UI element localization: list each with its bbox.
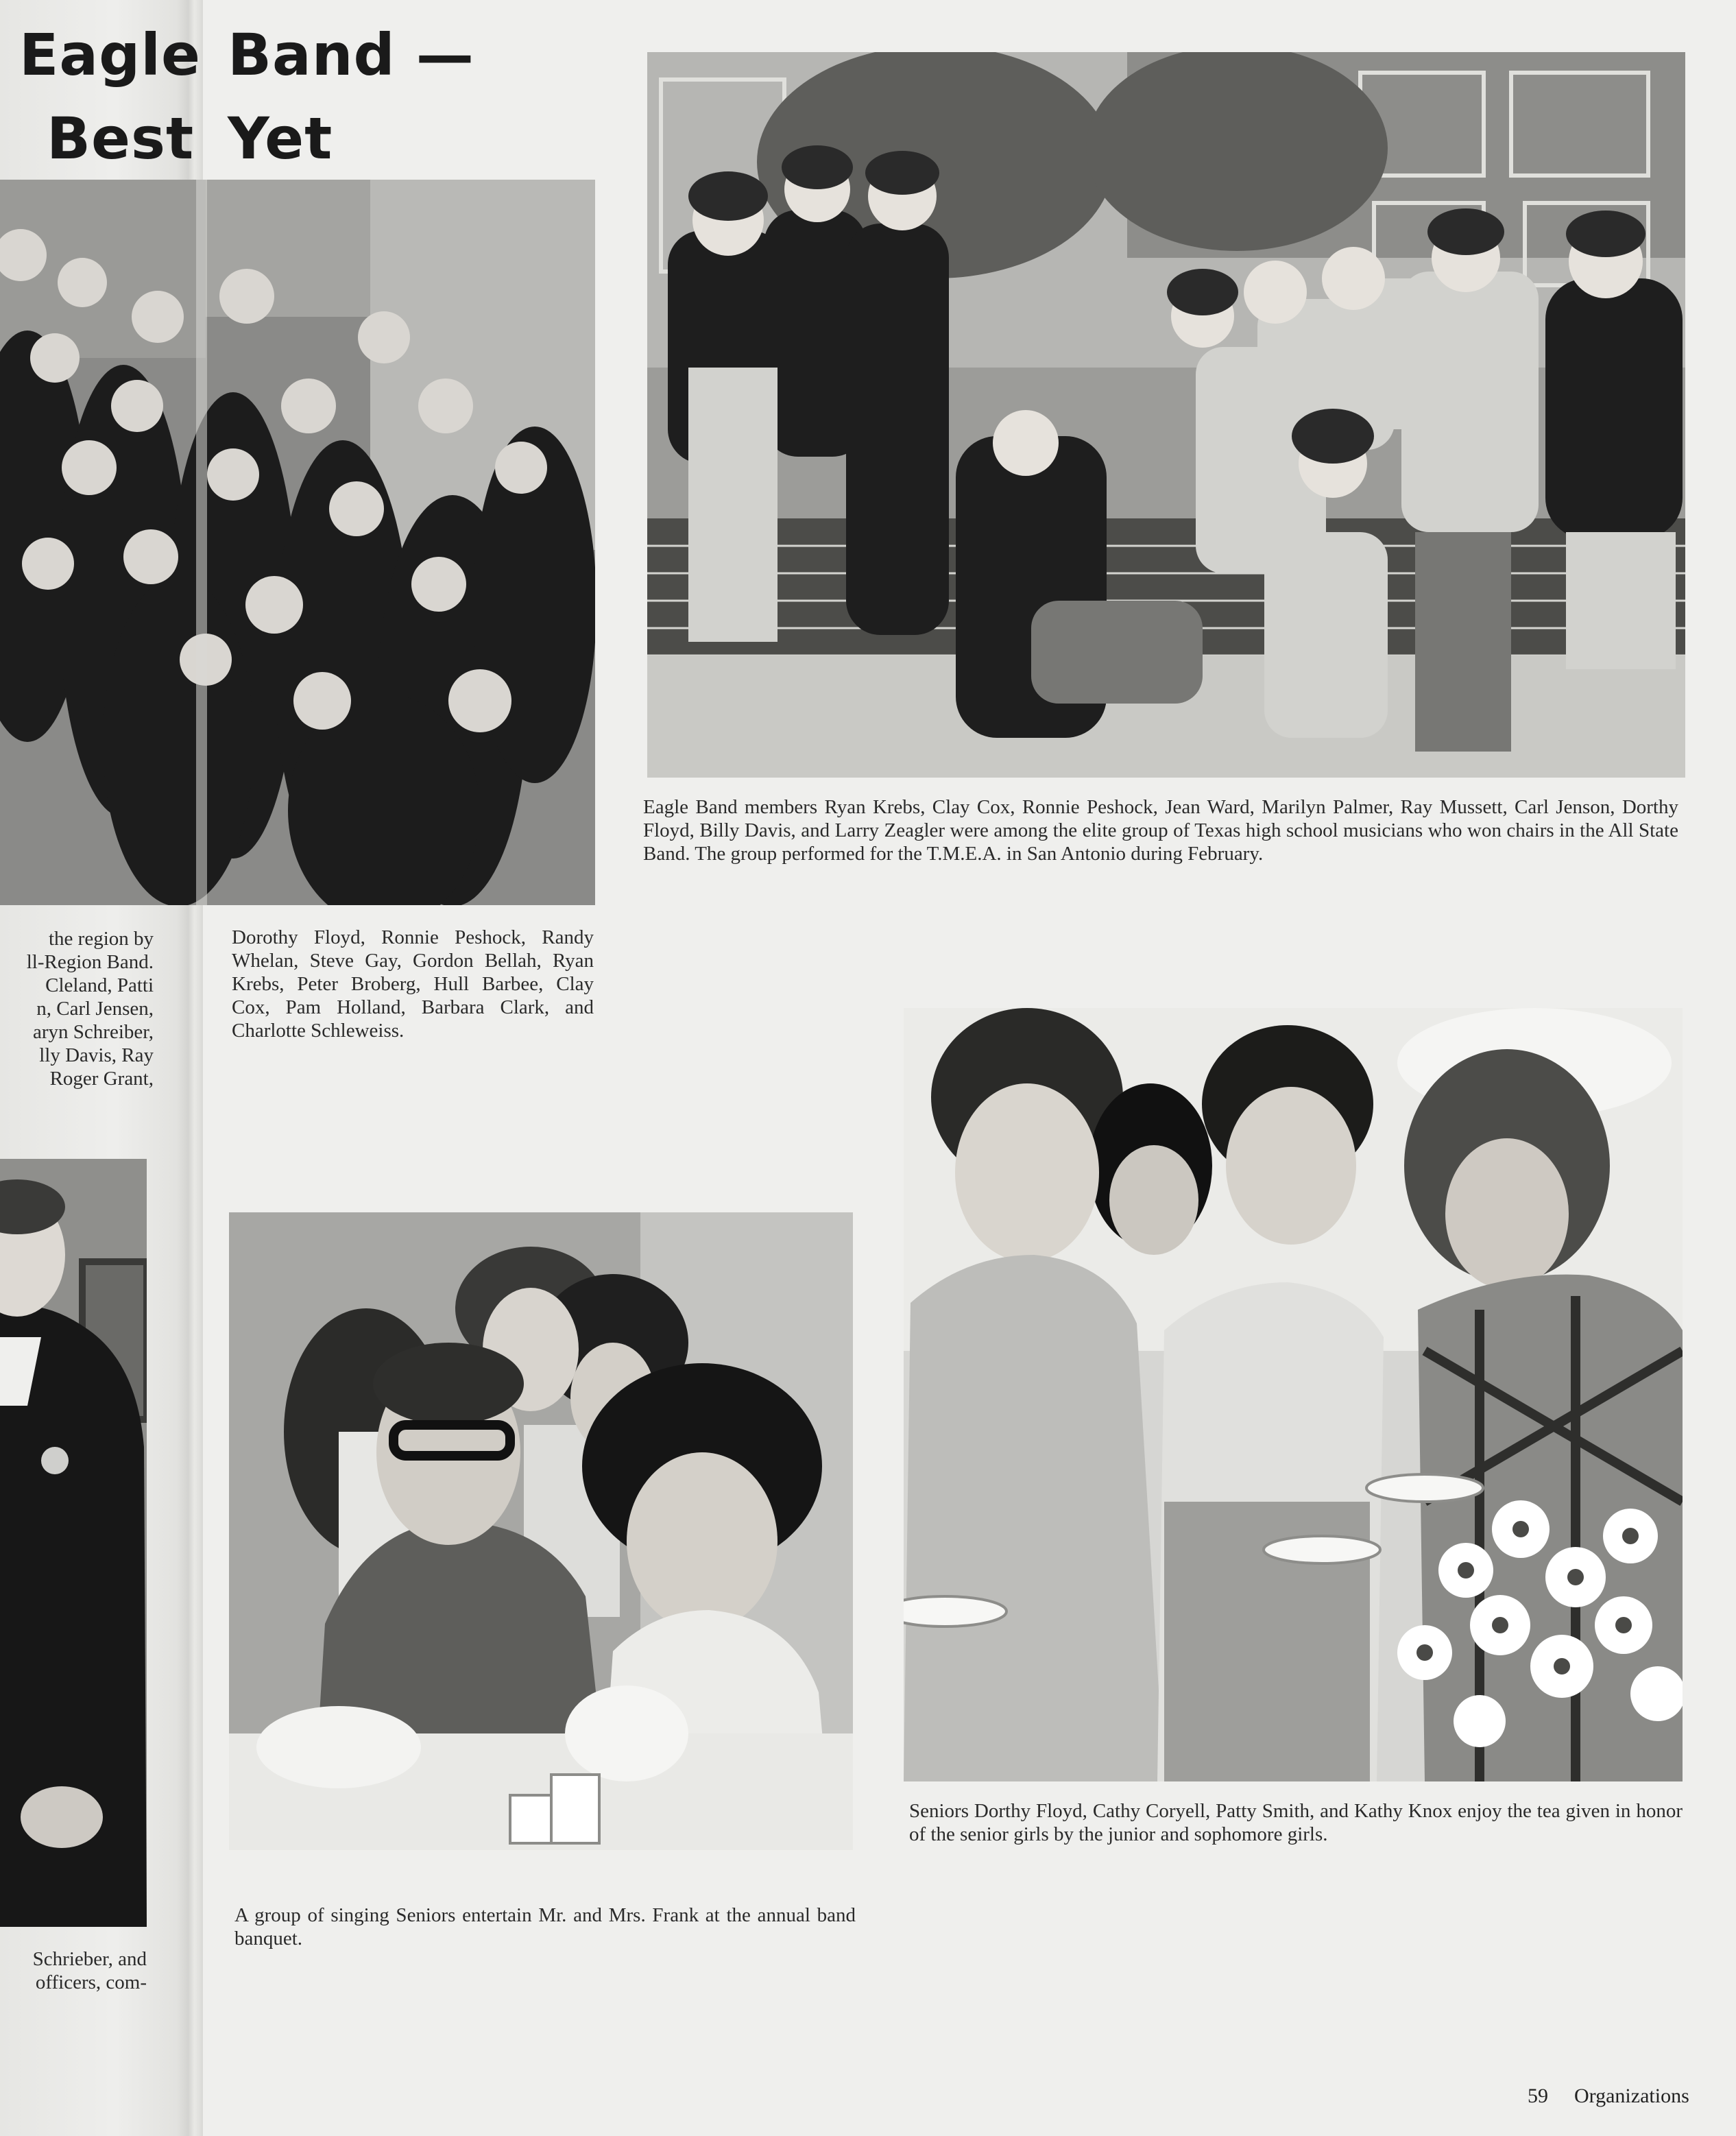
headline-best: Best — [47, 105, 195, 172]
caption-all-state-band: Eagle Band members Ryan Krebs, Clay Cox, Ronnie Peshock, Jean Ward, Marilyn Palmer, Ray Mussett, Carl Jenson, Dorthy Floyd, Billy Davis, and Larry Zeagler were among the elite group of Texas high school musicians who won chairs in the All State Band. The group performed for the T.M.E.A. in San Antonio during February. — [643, 796, 1678, 865]
caption-fragment-3: Cleland, Patti — [45, 974, 154, 996]
caption-fragment-6: lly Davis, Ray — [39, 1044, 154, 1066]
headline-yet: Yet — [228, 105, 333, 172]
section-name: Organizations — [1574, 2085, 1689, 2107]
photo-all-region-band — [0, 180, 595, 905]
page-number: 59 — [1528, 2085, 1548, 2107]
headline-band: Band — — [228, 21, 474, 88]
caption-fragment-1: the region by — [48, 928, 154, 950]
caption-band-banquet: A group of singing Seniors entertain Mr. and Mrs. Frank at the annual band banquet. — [234, 1904, 856, 1949]
photo-all-state-band — [647, 52, 1685, 778]
caption-officers-fragment-1: Schrieber, and — [32, 1948, 147, 1970]
caption-fragment-5: aryn Schreiber, — [33, 1021, 154, 1043]
caption-senior-tea: Seniors Dorthy Floyd, Cathy Coryell, Patty Smith, and Kathy Knox enjoy the tea given in honor of the senior girls by the junior and sophomore girls. — [909, 1800, 1683, 1845]
caption-fragment-2: ll-Region Band. — [26, 951, 154, 973]
caption-all-region-continued: Dorothy Floyd, Ronnie Peshock, Randy Whelan, Steve Gay, Gordon Bellah, Ryan Krebs, Peter Broberg, Hull Barbee, Clay Cox, Pam Holland, Barbara Clark, and Charlotte Schleweiss. — [232, 926, 594, 1042]
caption-officers-fragment-2: officers, com- — [35, 1971, 147, 1993]
caption-fragment-7: Roger Grant, — [49, 1068, 154, 1090]
photo-band-officer — [0, 1159, 147, 1927]
caption-fragment-4: n, Carl Jensen, — [36, 998, 154, 1020]
photo-senior-tea — [904, 1008, 1683, 1781]
photo-band-banquet — [229, 1212, 853, 1850]
headline-eagle: Eagle — [19, 21, 201, 88]
